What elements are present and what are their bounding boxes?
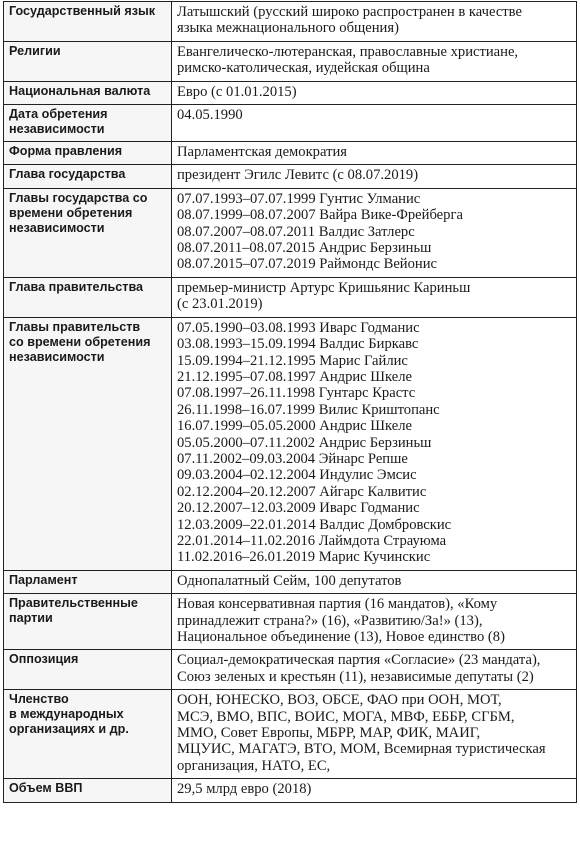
row-value-line: ООН, ЮНЕСКО, ВОЗ, ОБСЕ, ФАО при ООН, МОТ, (177, 692, 502, 709)
table-row (4, 165, 577, 188)
row-label-cell (4, 81, 172, 104)
table-row (4, 277, 577, 317)
table-row (4, 650, 577, 690)
row-value-line: 08.07.2011–08.07.2015 Андрис Берзиньш (177, 240, 432, 257)
facts-table-body (4, 2, 577, 803)
row-label-line: Главы государства со (9, 190, 148, 205)
row-value-line: 09.03.2004–02.12.2004 Индулис Эмсис (177, 467, 417, 484)
row-value-line: МСЭ, ВМО, ВПС, ВОИС, МОГА, МВФ, ЕББР, СГБМ, (177, 708, 515, 725)
row-value-line: 16.07.1999–05.05.2000 Андрис Шкеле (177, 418, 412, 435)
row-label-line: Глава правительства (9, 279, 144, 294)
row-value-cell (172, 650, 577, 690)
row-label-cell (4, 650, 172, 690)
row-label-line: Главы правительств (9, 319, 141, 334)
row-label-line: Оппозиция (9, 652, 79, 667)
row-value-line: 26.11.1998–16.07.1999 Вилис Криштопанс (177, 401, 440, 418)
row-value-cell (172, 41, 577, 81)
row-label-cell (4, 142, 172, 165)
row-label-line: Религии (9, 43, 61, 58)
row-value-line: 07.08.1997–26.11.1998 Гунтарс Крастс (177, 385, 416, 402)
row-value-line: Евангелическо-лютеранская, православные христиане, (177, 43, 519, 60)
row-label-line: организациях и др. (9, 722, 129, 737)
row-value-line: Однопалатный Сейм, 100 депутатов (177, 572, 402, 589)
row-label-line: Объем ВВП (9, 781, 83, 796)
row-value-line: 08.07.1999–08.07.2007 Вайра Вике-Фрейберга (177, 207, 463, 224)
table-row (4, 142, 577, 165)
row-value-cell (172, 2, 577, 42)
row-label-line: партии (9, 611, 53, 626)
row-value-line: ММО, Совет Европы, МБРР, МАР, ФИК, МАИГ, (177, 725, 481, 742)
row-label-cell (4, 277, 172, 317)
row-label-cell (4, 2, 172, 42)
row-value-line: МЦУИС, МАГАТЭ, ВТО, МОМ, Всемирная туристическая (177, 741, 546, 758)
row-label-line: Национальная валюта (9, 83, 151, 98)
row-label-cell (4, 317, 172, 570)
row-label-line: Правительственные (9, 596, 138, 611)
row-value-cell (172, 594, 577, 650)
table-row (4, 317, 577, 570)
row-value-cell (172, 81, 577, 104)
row-value-line: 29,5 млрд евро (2018) (177, 781, 312, 798)
row-label-cell (4, 570, 172, 593)
row-value-cell (172, 690, 577, 779)
table-row (4, 690, 577, 779)
row-value-line: 07.11.2002–09.03.2004 Эйнарс Репше (177, 450, 408, 467)
row-value-line: премьер-министр Артурс Кришьянис Кариньш (177, 279, 471, 296)
table-row (4, 570, 577, 593)
row-label-line: со времени обретения (9, 334, 151, 349)
row-value-line: Социал-демократическая партия «Согласие» (23 мандата), (177, 652, 541, 669)
row-value-line: Новая консервативная партия (16 мандатов), «Кому (177, 596, 498, 613)
row-label-line: Членство (9, 692, 69, 707)
table-row (4, 41, 577, 81)
row-value-line: Латышский (русский широко распространен в качестве (177, 4, 522, 20)
row-value-cell (172, 105, 577, 142)
row-value-cell (172, 779, 577, 802)
row-value-line: римско-католическая, иудейская община (177, 60, 430, 77)
row-value-line: 20.12.2007–12.03.2009 Иварс Годманис (177, 500, 420, 517)
row-value-line: 02.12.2004–20.12.2007 Айгарс Калвитис (177, 483, 427, 500)
row-value-line: 15.09.1994–21.12.1995 Марис Гайлис (177, 352, 408, 369)
row-label-cell (4, 594, 172, 650)
row-label-line: независимости (9, 122, 105, 137)
row-value-line: 07.05.1990–03.08.1993 Иварс Годманис (177, 319, 420, 336)
row-value-line: языка межнационального общения) (177, 20, 399, 37)
row-value-cell (172, 165, 577, 188)
row-label-cell (4, 41, 172, 81)
row-value-line: организация, НАТО, ЕС, (177, 757, 331, 774)
table-row (4, 188, 577, 277)
country-facts-table (3, 1, 577, 803)
row-label-line: Форма правления (9, 144, 123, 159)
row-label-line: независимости (9, 220, 105, 235)
row-label-line: Парламент (9, 572, 78, 587)
row-label-cell (4, 779, 172, 802)
row-label-line: Дата обретения (9, 107, 108, 122)
row-value-cell (172, 277, 577, 317)
row-value-cell (172, 570, 577, 593)
row-label-cell (4, 188, 172, 277)
row-value-cell (172, 317, 577, 570)
row-value-line: 07.07.1993–07.07.1999 Гунтис Улманис (177, 190, 421, 207)
row-value-line: 08.07.2015–07.07.2019 Раймондс Вейонис (177, 256, 438, 273)
row-value-line: Национальное объединение (13), Новое единство (8) (177, 629, 505, 645)
row-label-cell (4, 105, 172, 142)
table-row (4, 779, 577, 802)
row-value-line: 08.07.2007–08.07.2011 Валдис Затлерс (177, 223, 415, 240)
row-value-line: принадлежит страна?» (16), «Развитию/За!» (13), (177, 612, 483, 629)
row-value-line: 05.05.2000–07.11.2002 Андрис Берзиньш (177, 434, 432, 451)
row-value-line: 12.03.2009–22.01.2014 Валдис Домбровскис (177, 516, 452, 533)
row-value-line: президент Эгилс Левитс (с 08.07.2019) (177, 167, 419, 184)
table-row (4, 105, 577, 142)
row-label-line: независимости (9, 349, 105, 364)
row-value-line: 11.02.2016–26.01.2019 Марис Кучинскис (177, 549, 431, 566)
row-value-line: 04.05.1990 (177, 107, 243, 124)
row-label-cell (4, 165, 172, 188)
row-value-line: 03.08.1993–15.09.1994 Валдис Биркавс (177, 336, 419, 353)
row-value-line: 21.12.1995–07.08.1997 Андрис Шкеле (177, 368, 412, 385)
table-row (4, 81, 577, 104)
row-label-line: Глава государства (9, 167, 126, 182)
row-label-line: времени обретения (9, 205, 133, 220)
row-label-line: Государственный язык (9, 4, 156, 18)
table-row (4, 2, 577, 42)
row-label-line: в международных (9, 707, 124, 722)
row-value-cell (172, 188, 577, 277)
table-row (4, 594, 577, 650)
row-value-line: Евро (с 01.01.2015) (177, 83, 297, 100)
row-value-line: 22.01.2014–11.02.2016 Лаймдота Страуюма (177, 532, 447, 549)
row-value-line: Парламентская демократия (177, 144, 347, 161)
row-value-line: Союз зеленых и крестьян (11), независимые депутаты (2) (177, 668, 534, 685)
row-label-cell (4, 690, 172, 779)
row-value-cell (172, 142, 577, 165)
row-value-line: (с 23.01.2019) (177, 296, 263, 313)
